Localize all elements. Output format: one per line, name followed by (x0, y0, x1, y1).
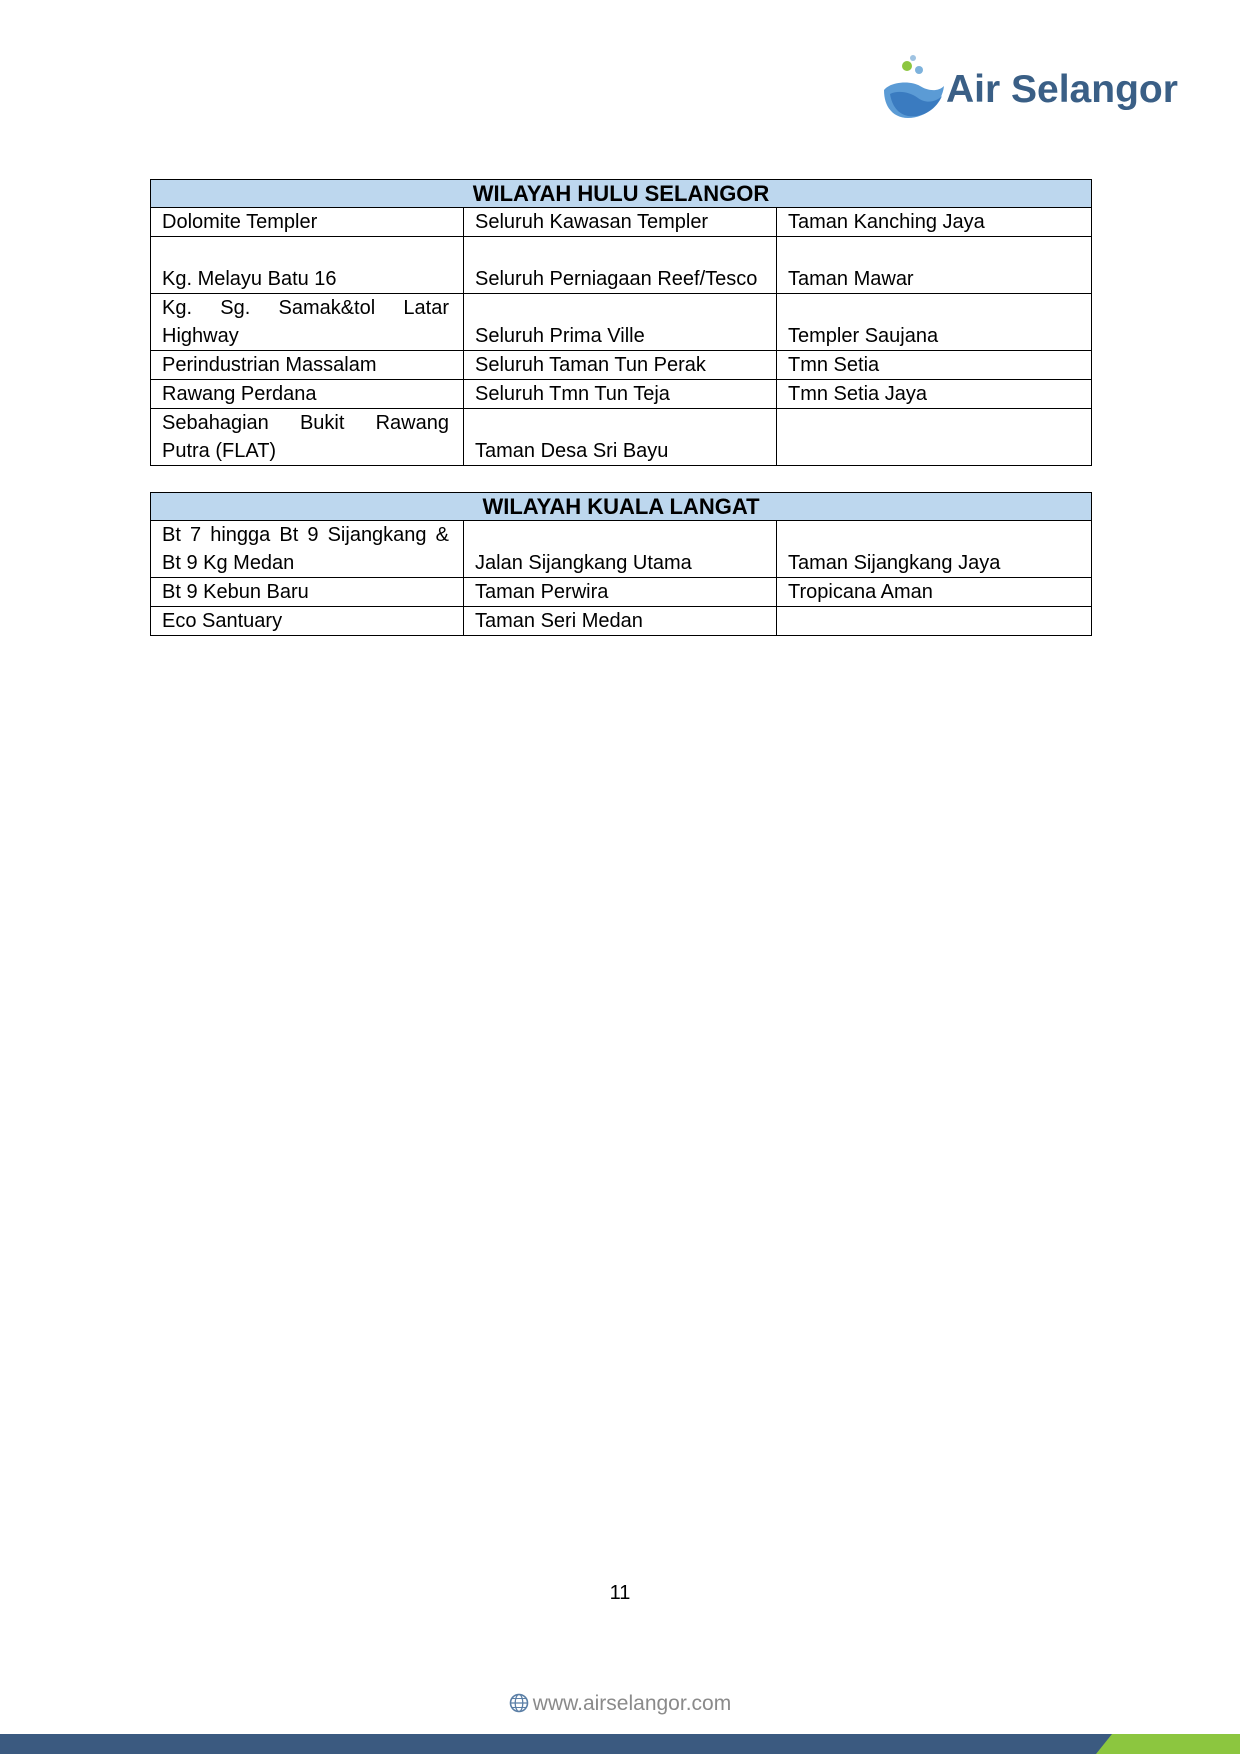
table-row (151, 294, 1092, 351)
table-cell: Bt 9 Kebun Baru (151, 578, 464, 607)
table-cell: Seluruh Prima Ville (464, 294, 777, 351)
table-row (151, 237, 1092, 294)
table-wilayah-hulu-selangor (150, 179, 1092, 466)
table-cell: Taman Mawar (777, 237, 1092, 294)
table-cell: Templer Saujana (777, 294, 1092, 351)
globe-icon (509, 1693, 529, 1719)
table-cell: Seluruh Taman Tun Perak (464, 351, 777, 380)
table-cell: Taman Perwira (464, 578, 777, 607)
table-cell: Jalan Sijangkang Utama (464, 521, 777, 578)
footer-url[interactable] (0, 1692, 1240, 1719)
table-cell: Seluruh Tmn Tun Teja (464, 380, 777, 409)
footer-bar (0, 1734, 1240, 1754)
table-cell: Eco Santuary (151, 607, 464, 636)
table-row (151, 351, 1092, 380)
table-cell (777, 607, 1092, 636)
brand-name: Air Selangor (946, 68, 1178, 111)
table-cell: Tmn Setia Jaya (777, 380, 1092, 409)
table-cell: Bt 7 hingga Bt 9 Sijangkang & Bt 9 Kg Medan (151, 521, 464, 578)
table-cell: Kg. Melayu Batu 16 (151, 237, 464, 294)
table-cell: Seluruh Kawasan Templer (464, 208, 777, 237)
table-cell: Tmn Setia (777, 351, 1092, 380)
table-row (151, 607, 1092, 636)
air-selangor-logo (880, 52, 1180, 126)
page-number: 11 (609, 1582, 631, 1604)
footer-url-text[interactable]: www.airselangor.com (532, 1692, 732, 1715)
table-cell: Kg. Sg. Samak&tol Latar Highway (151, 294, 464, 351)
table-cell: Perindustrian Massalam (151, 351, 464, 380)
table-cell (777, 409, 1092, 466)
table-cell: Seluruh Perniagaan Reef/Tesco (464, 237, 777, 294)
table-cell: Rawang Perdana (151, 380, 464, 409)
table-row (151, 380, 1092, 409)
table-row (151, 521, 1092, 578)
table-cell: Sebahagian Bukit Rawang Putra (FLAT) (151, 409, 464, 466)
table-title: WILAYAH HULU SELANGOR (151, 180, 1092, 208)
table-cell: Taman Seri Medan (464, 607, 777, 636)
table-cell: Taman Sijangkang Jaya (777, 521, 1092, 578)
table-cell: Taman Kanching Jaya (777, 208, 1092, 237)
table-cell: Dolomite Templer (151, 208, 464, 237)
table-wilayah-kuala-langat (150, 492, 1092, 636)
water-droplet-logo-icon (880, 52, 950, 126)
table-cell: Tropicana Aman (777, 578, 1092, 607)
table-cell: Taman Desa Sri Bayu (464, 409, 777, 466)
table-row (151, 578, 1092, 607)
table-row (151, 208, 1092, 237)
table-row (151, 409, 1092, 466)
table-title: WILAYAH KUALA LANGAT (151, 493, 1092, 521)
